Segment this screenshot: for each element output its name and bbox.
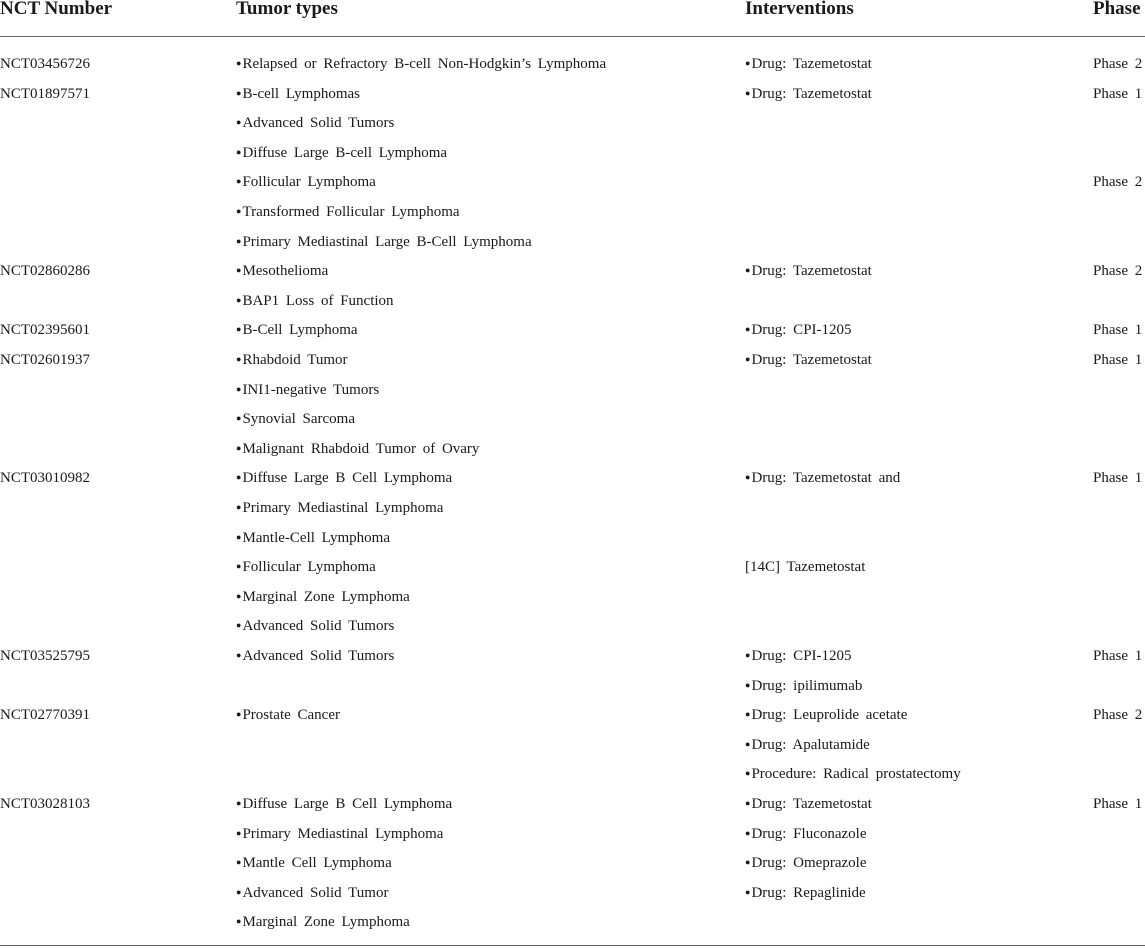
tumor-types-cell xyxy=(236,316,358,346)
intervention-item: ● Drug: Tazemetostat xyxy=(745,80,872,110)
table-row xyxy=(0,257,1145,316)
table-row xyxy=(0,80,1145,258)
intervention-item: ● Drug: Fluconazole xyxy=(745,820,867,850)
table-row xyxy=(0,642,1145,701)
phase-value: Phase 1 xyxy=(1093,352,1143,368)
intervention-item: ● Drug: Tazemetostat and xyxy=(745,464,900,494)
intervention-item: [14C] Tazemetostat xyxy=(745,559,866,576)
nct-number: NCT02395601 xyxy=(0,322,90,339)
tumor-type-item: ● Mantle Cell Lymphoma xyxy=(236,849,452,879)
tumor-type-item: ● Relapsed or Refractory B-cell Non-Hodgkin’s Lymphoma xyxy=(236,50,606,80)
tumor-type-item: ● Primary Mediastinal Lymphoma xyxy=(236,820,452,850)
header-tumor-types: Tumor types xyxy=(236,0,338,19)
phase-value: Phase 1 xyxy=(1093,85,1143,102)
tumor-type-item: ● B-Cell Lymphoma xyxy=(236,316,358,346)
tumor-type-item: ● Primary Mediastinal Large B-Cell Lymphoma xyxy=(236,228,532,258)
tumor-type-item: ● Synovial Sarcoma xyxy=(236,405,479,435)
tumor-type-item: ● Mantle-Cell Lymphoma xyxy=(236,524,452,554)
tumor-type-item: ● Rhabdoid Tumor xyxy=(236,346,479,376)
tumor-type-item: ● Follicular Lymphoma xyxy=(236,168,532,198)
phase-value: Phase 1 xyxy=(1093,470,1143,487)
intervention-item: ● Drug: Tazemetostat xyxy=(745,346,872,376)
tumor-types-cell xyxy=(236,80,532,258)
nct-number: NCT02601937 xyxy=(0,352,90,368)
tumor-type-item: ● Malignant Rhabdoid Tumor of Ovary xyxy=(236,435,479,465)
tumor-types-cell xyxy=(236,464,452,642)
phase-value: Phase 2 xyxy=(1093,56,1143,72)
tumor-types-cell xyxy=(236,701,340,731)
table-row xyxy=(0,464,1145,642)
intervention-item: ● Drug: Repaglinide xyxy=(745,879,866,909)
tumor-types-cell xyxy=(236,642,394,672)
intervention-item: ● Drug: Leuprolide acetate xyxy=(745,701,907,731)
table-row xyxy=(0,316,1145,346)
nct-number: NCT03028103 xyxy=(0,796,90,812)
tumor-types-cell xyxy=(236,257,394,316)
tumor-type-item: ● Prostate Cancer xyxy=(236,701,340,731)
intervention-item: ● Drug: ipilimumab xyxy=(745,672,862,702)
tumor-types-cell xyxy=(236,790,452,938)
nct-number: NCT02860286 xyxy=(0,263,90,280)
tumor-type-item: ● Diffuse Large B Cell Lymphoma xyxy=(236,464,452,494)
phase-value: Phase 2 xyxy=(1093,263,1143,280)
tumor-type-item: ● INI1-negative Tumors xyxy=(236,376,479,406)
intervention-item: ● Drug: Omeprazole xyxy=(745,849,866,879)
table-row xyxy=(0,790,1145,938)
nct-number: NCT03456726 xyxy=(0,56,90,72)
tumor-type-item: ● Marginal Zone Lymphoma xyxy=(236,908,452,938)
header-phase: Phase xyxy=(1093,0,1141,19)
header-interventions: Interventions xyxy=(745,0,854,19)
nct-number: NCT01897571 xyxy=(0,85,90,102)
nct-number: NCT02770391 xyxy=(0,707,90,724)
tumor-type-item: ● Advanced Solid Tumor xyxy=(236,879,452,909)
table-header xyxy=(0,0,1145,37)
table-row xyxy=(0,50,1145,80)
tumor-type-item: ● Transformed Follicular Lymphoma xyxy=(236,198,532,228)
tumor-type-item: ● BAP1 Loss of Function xyxy=(236,287,394,317)
phase-value: Phase 1 xyxy=(1093,648,1143,664)
tumor-type-item: ● Advanced Solid Tumors xyxy=(236,612,452,642)
nct-number: NCT03525795 xyxy=(0,648,90,664)
phase-value: Phase 2 xyxy=(1093,174,1143,191)
intervention-item: ● Drug: Tazemetostat xyxy=(745,257,872,287)
intervention-item: ● Drug: Apalutamide xyxy=(745,731,870,761)
intervention-item: ● Drug: CPI-1205 xyxy=(745,316,852,346)
tumor-type-item: ● Follicular Lymphoma xyxy=(236,553,452,583)
tumor-type-item: ● Advanced Solid Tumors xyxy=(236,109,532,139)
tumor-type-item: ● Mesothelioma xyxy=(236,257,394,287)
phase-value: Phase 2 xyxy=(1093,707,1143,724)
header-nct-number: NCT Number xyxy=(0,0,113,19)
tumor-type-item: ● Diffuse Large B Cell Lymphoma xyxy=(236,790,452,820)
intervention-item: ● Drug: Tazemetostat xyxy=(745,50,872,80)
intervention-item: ● Drug: CPI-1205 xyxy=(745,642,852,672)
table-row xyxy=(0,701,1145,790)
table-row xyxy=(0,346,1145,464)
phase-value: Phase 1 xyxy=(1093,796,1143,812)
tumor-types-cell xyxy=(236,50,606,80)
phase-value: Phase 1 xyxy=(1093,322,1143,339)
intervention-item: ● Procedure: Radical prostatectomy xyxy=(745,760,961,790)
intervention-item: ● Drug: Tazemetostat xyxy=(745,790,872,820)
tumor-type-item: ● Marginal Zone Lymphoma xyxy=(236,583,452,613)
tumor-types-cell xyxy=(236,346,479,464)
tumor-type-item: ● Primary Mediastinal Lymphoma xyxy=(236,494,452,524)
tumor-type-item: ● Diffuse Large B-cell Lymphoma xyxy=(236,139,532,169)
tumor-type-item: ● Advanced Solid Tumors xyxy=(236,642,394,672)
nct-number: NCT03010982 xyxy=(0,470,90,487)
table-bottom-rule xyxy=(0,945,1145,946)
tumor-type-item: ● B-cell Lymphomas xyxy=(236,80,532,110)
